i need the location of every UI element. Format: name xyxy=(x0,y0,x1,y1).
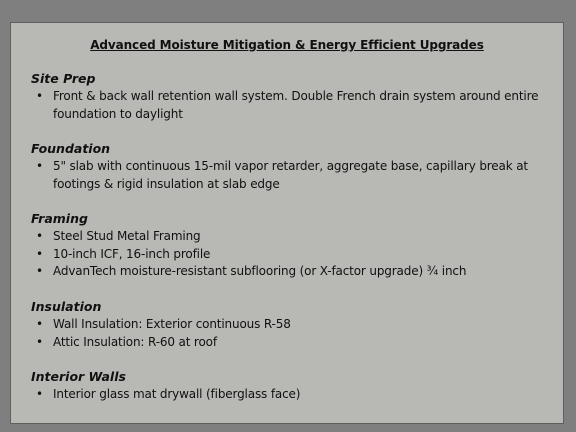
document-slide xyxy=(10,22,564,424)
bullet-icon: • xyxy=(36,317,43,331)
bullet-icon: • xyxy=(36,246,43,261)
bullet-list xyxy=(31,228,551,281)
section-heading: Insulation xyxy=(31,299,102,314)
list-item xyxy=(31,263,551,281)
section-heading: Foundation xyxy=(31,141,111,156)
bullet-list xyxy=(31,316,551,351)
list-item-text: Interior glass mat drywall (fiberglass face) xyxy=(53,387,301,401)
section-site-prep xyxy=(31,70,551,123)
list-item-text: AdvanTech moisture-resistant subflooring (or X-factor upgrade) ¾ inch xyxy=(53,264,467,278)
page-title: Advanced Moisture Mitigation & Energy Efficient Upgrades xyxy=(90,38,484,52)
section-interior-walls xyxy=(31,368,551,404)
bullet-list xyxy=(31,158,551,193)
list-item-text: 10-inch ICF, 16-inch profile xyxy=(53,246,211,261)
list-item xyxy=(31,246,551,264)
list-item xyxy=(31,386,551,404)
section-heading: Interior Walls xyxy=(31,369,126,384)
bullet-list xyxy=(31,386,551,404)
bullet-icon: • xyxy=(36,159,43,173)
section-foundation xyxy=(31,140,551,193)
list-item-text: Front & back wall retention wall system. Double French drain system around entire foundation to daylight xyxy=(53,89,539,121)
bullet-icon: • xyxy=(36,264,43,278)
list-item-text: Attic Insulation: R-60 at roof xyxy=(53,334,217,349)
bullet-icon: • xyxy=(36,334,43,349)
bullet-icon: • xyxy=(36,387,43,401)
list-item-text: 5" slab with continuous 15-mil vapor retarder, aggregate base, capillary break at footings & rigid insulation at slab edge xyxy=(53,159,528,191)
bullet-icon: • xyxy=(36,89,43,103)
list-item xyxy=(31,158,551,193)
list-item xyxy=(31,334,551,352)
list-item-text: Wall Insulation: Exterior continuous R-58 xyxy=(53,317,291,331)
list-item xyxy=(31,88,551,123)
bullet-list xyxy=(31,88,551,123)
list-item xyxy=(31,316,551,334)
list-item xyxy=(31,228,551,246)
list-item-text: Steel Stud Metal Framing xyxy=(53,229,201,243)
section-heading: Site Prep xyxy=(31,71,96,86)
section-framing xyxy=(31,210,551,281)
section-heading: Framing xyxy=(31,211,88,226)
section-insulation xyxy=(31,298,551,351)
bullet-icon: • xyxy=(36,229,43,243)
